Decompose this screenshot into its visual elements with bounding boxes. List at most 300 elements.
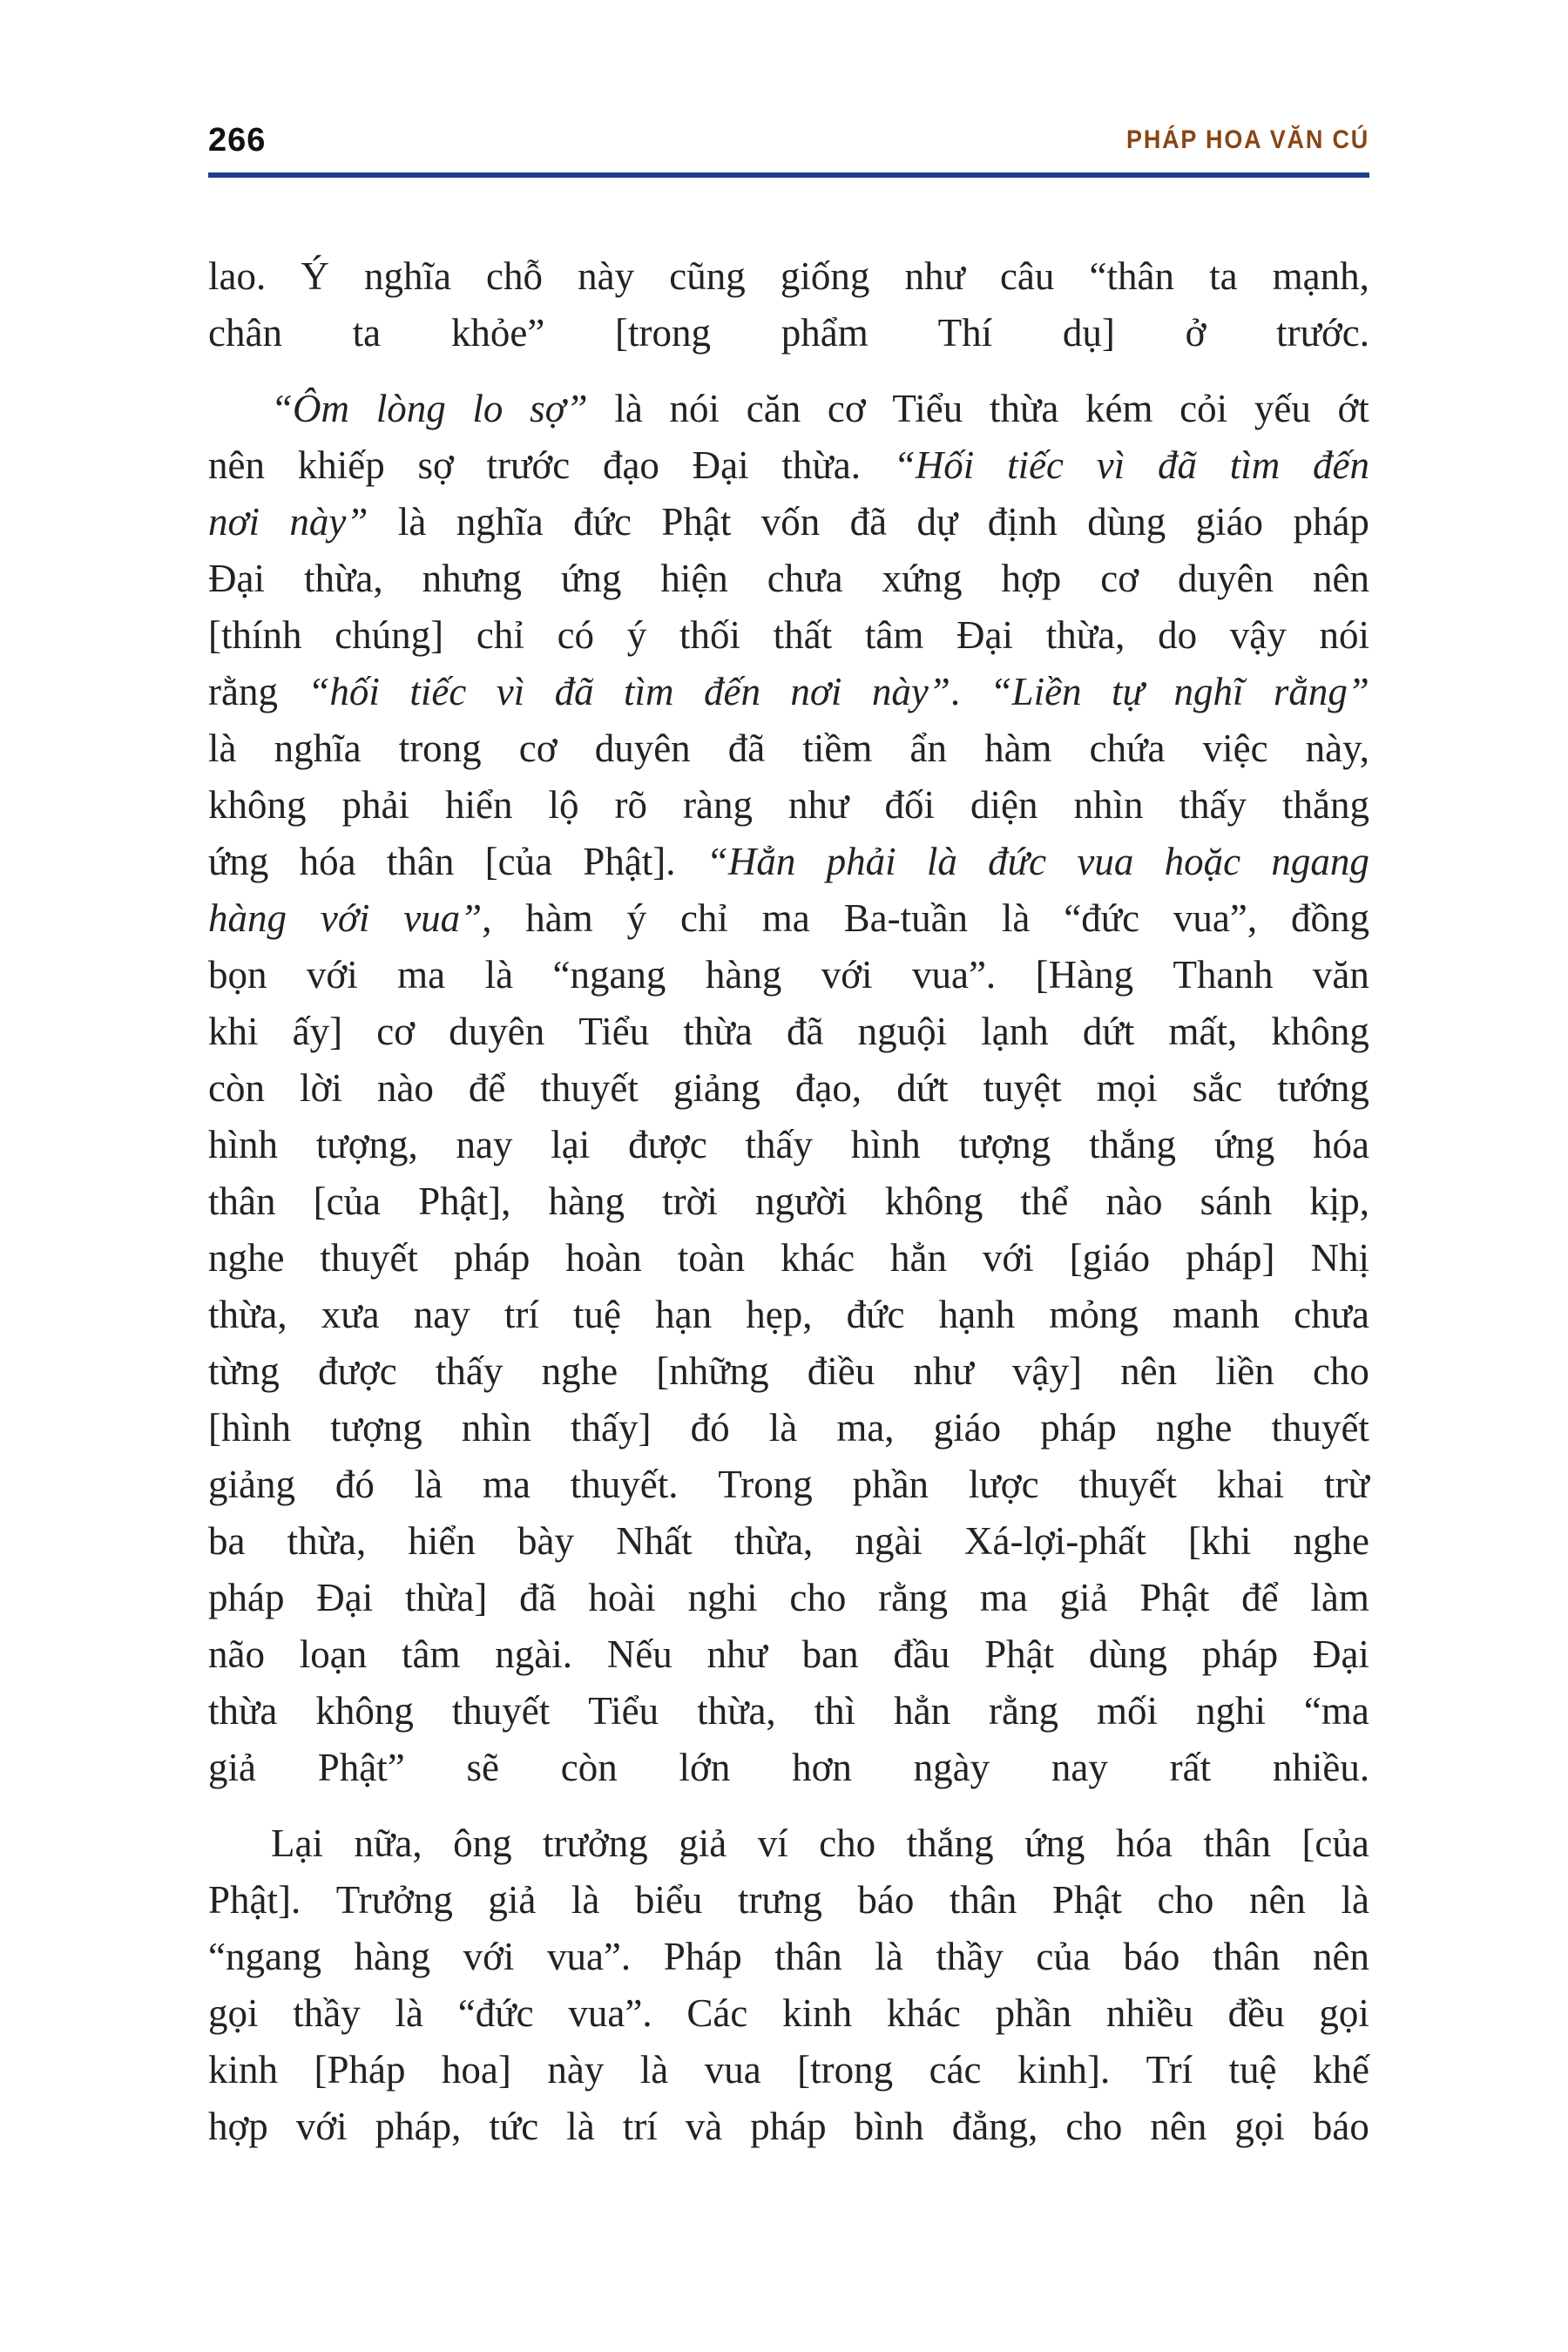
word <box>517 1513 574 1570</box>
italic-text: đã <box>1158 443 1197 487</box>
word <box>1313 1117 1369 1173</box>
word <box>1017 2042 1110 2099</box>
word <box>882 551 963 607</box>
text: [những <box>656 1349 769 1393</box>
word <box>1294 1287 1369 1343</box>
text: mất, <box>1168 1010 1238 1053</box>
text: chưa <box>1294 1293 1369 1336</box>
text: thì <box>814 1689 856 1733</box>
word <box>208 1626 265 1683</box>
word <box>1202 1626 1278 1683</box>
word <box>893 1626 950 1683</box>
text-line <box>208 1740 1369 1796</box>
text: [Hàng <box>1035 953 1134 997</box>
word <box>1052 1872 1122 1929</box>
word <box>304 551 383 607</box>
text: pháp <box>208 1576 285 1619</box>
text: Ý <box>301 254 329 298</box>
word <box>691 1400 730 1456</box>
word <box>330 1400 422 1456</box>
text: để <box>468 1066 506 1110</box>
word <box>683 1004 752 1060</box>
word <box>402 1626 460 1683</box>
word <box>321 1287 380 1343</box>
text: khế <box>1312 2048 1369 2092</box>
text: ngài. <box>495 1632 572 1676</box>
text: kém <box>1085 387 1153 430</box>
word <box>959 1117 1051 1173</box>
word <box>697 1683 776 1740</box>
word <box>1274 664 1369 720</box>
text: hơn <box>792 1746 852 1789</box>
text: trưng <box>737 1878 822 1922</box>
word <box>781 437 861 494</box>
text: lộ <box>548 783 579 827</box>
word <box>208 777 307 834</box>
word <box>662 1173 718 1230</box>
text: các <box>929 2048 982 2092</box>
word <box>855 1513 922 1570</box>
italic-text: phải <box>826 840 896 883</box>
text: ma <box>979 1576 1028 1619</box>
text: nay <box>1051 1746 1108 1789</box>
word <box>1293 494 1369 551</box>
word <box>462 1400 531 1456</box>
word <box>542 1343 618 1400</box>
text-line <box>208 1570 1369 1626</box>
word <box>1158 437 1197 494</box>
text: được <box>318 1349 397 1393</box>
text: Đại <box>316 1576 374 1619</box>
text: gọi <box>1319 1991 1369 2035</box>
word <box>375 2099 462 2155</box>
text: khác <box>886 1991 961 2035</box>
text: duyên <box>1178 557 1274 600</box>
text: tuyệt <box>983 1066 1062 1110</box>
word <box>1324 1456 1369 1513</box>
text: trừ <box>1324 1463 1369 1506</box>
italic-text: vì <box>496 670 525 713</box>
word <box>1002 890 1030 947</box>
text: không <box>315 1689 414 1733</box>
text: khác <box>781 1236 855 1280</box>
word <box>409 664 466 720</box>
text: chỉ <box>679 896 728 940</box>
text: [của <box>1301 1821 1369 1865</box>
text: [hình <box>208 1406 291 1450</box>
word <box>561 1746 618 1789</box>
italic-text: tìm <box>624 670 674 713</box>
text: nghe <box>1155 1406 1233 1450</box>
text: ta <box>1209 254 1238 298</box>
text: đầu <box>893 1632 950 1676</box>
text: hẳn <box>890 1236 947 1280</box>
text: căn <box>746 387 801 430</box>
italic-text: tiếc <box>409 670 467 713</box>
word <box>950 1872 1017 1929</box>
text: Tiểu <box>892 387 963 430</box>
text-line <box>208 2099 1369 2155</box>
word <box>300 1626 367 1683</box>
word <box>487 437 571 494</box>
text: nói <box>669 387 720 430</box>
italic-text: “Hẳn <box>706 840 796 883</box>
word <box>1196 1683 1266 1740</box>
text: hàm <box>984 727 1052 770</box>
word <box>488 1872 536 1929</box>
italic-text: nơi <box>208 500 260 544</box>
text-line <box>208 381 1369 437</box>
text-line <box>208 1287 1369 1343</box>
text: này <box>578 254 635 298</box>
text-line <box>208 1004 1369 1060</box>
text: không <box>1271 1010 1369 1053</box>
word <box>885 1173 983 1230</box>
text: sánh <box>1200 1179 1273 1223</box>
running-title: PHÁP HOA VĂN CÚ <box>1125 125 1369 154</box>
text: “ma <box>1303 1689 1369 1733</box>
word <box>988 494 1058 551</box>
paragraph <box>208 381 1369 1796</box>
text: hoàn <box>565 1236 642 1280</box>
text: cơ <box>827 387 866 430</box>
word <box>623 2099 658 2155</box>
text: Phật], <box>418 1179 511 1223</box>
text: thuyết <box>451 1689 551 1733</box>
text-line <box>208 1985 1369 2042</box>
word <box>1073 777 1143 834</box>
word <box>607 1626 672 1683</box>
word <box>678 1230 745 1287</box>
word <box>208 1570 284 1626</box>
text: đó <box>690 1406 730 1450</box>
text: Phật <box>984 1632 1055 1676</box>
text: mạnh, <box>1272 254 1369 298</box>
text-line <box>208 720 1369 777</box>
text: Ba-tuần <box>843 896 969 940</box>
text-line <box>208 551 1369 607</box>
word <box>571 1400 651 1456</box>
text: [trong <box>615 311 712 355</box>
word <box>858 1004 948 1060</box>
text: lược <box>968 1463 1039 1506</box>
text: giáo <box>933 1406 1002 1450</box>
word <box>453 1815 512 1872</box>
word <box>307 947 358 1004</box>
text-line <box>208 437 1369 494</box>
word <box>627 890 647 947</box>
text: ta <box>352 311 382 355</box>
word <box>728 720 765 777</box>
text: là <box>395 1991 424 2035</box>
text: thừa <box>208 1689 278 1733</box>
text: tâm <box>402 1632 461 1676</box>
text-line <box>208 2042 1369 2099</box>
text: hình <box>850 1123 921 1166</box>
text: xứng <box>882 557 963 600</box>
text: thừa <box>989 387 1059 430</box>
word <box>688 1570 758 1626</box>
word <box>456 494 544 551</box>
text: ẩn <box>909 727 947 770</box>
word <box>795 1060 862 1117</box>
word <box>1271 1400 1369 1456</box>
text: pháp <box>1293 500 1369 544</box>
word <box>445 777 512 834</box>
text: chứa <box>1089 727 1166 770</box>
word <box>1165 834 1240 890</box>
text: giả <box>679 1821 727 1865</box>
text: trước. <box>1276 311 1369 355</box>
text: lao. <box>208 254 267 298</box>
text: thuyết <box>540 1066 639 1110</box>
text: đã <box>727 727 766 770</box>
word <box>836 1400 894 1456</box>
text: điều <box>807 1349 875 1393</box>
text: tiềm <box>802 727 873 770</box>
text: báo <box>857 1878 915 1922</box>
text-line <box>208 1872 1369 1929</box>
word <box>1046 607 1125 664</box>
text: hạn <box>655 1293 713 1336</box>
word <box>782 1985 852 2042</box>
text: rằng <box>989 1689 1059 1733</box>
word <box>704 664 760 720</box>
word <box>485 947 513 1004</box>
word <box>1051 1746 1108 1789</box>
word <box>797 2042 893 2099</box>
text: với <box>306 953 358 997</box>
word <box>746 1287 812 1343</box>
text: để <box>1241 1576 1279 1619</box>
word <box>287 1513 367 1570</box>
word <box>850 494 887 551</box>
word <box>734 1513 814 1570</box>
text: hóa <box>299 840 356 883</box>
text: người <box>755 1179 848 1223</box>
word <box>952 2099 1038 2155</box>
text: thân <box>774 1935 842 1978</box>
word <box>1063 311 1115 355</box>
text: thân <box>386 840 455 883</box>
word <box>936 1929 1003 1985</box>
word <box>738 1872 822 1929</box>
word <box>656 1343 768 1400</box>
word <box>1319 1985 1369 2042</box>
text: thừa, <box>303 557 383 600</box>
text-line <box>208 1626 1369 1683</box>
word <box>939 1287 1015 1343</box>
word <box>1158 607 1197 664</box>
text-line <box>208 305 1369 362</box>
text: trong <box>398 727 482 770</box>
italic-text: lo <box>472 387 504 430</box>
header-rule <box>208 172 1369 178</box>
italic-text: hàng <box>208 896 287 940</box>
text: thuyết <box>1271 1406 1369 1450</box>
italic-text: vì <box>1096 443 1125 487</box>
text: thân <box>208 1179 276 1223</box>
word <box>1310 1230 1369 1287</box>
text: hiển <box>408 1519 476 1563</box>
word <box>896 1060 948 1117</box>
text: phần <box>995 1991 1072 2035</box>
text: là <box>484 953 514 997</box>
word <box>673 1060 760 1117</box>
text: là <box>875 1935 903 1978</box>
text: tượng <box>958 1123 1051 1166</box>
text: [thính <box>208 613 302 657</box>
word <box>519 720 558 777</box>
word <box>790 664 841 720</box>
paragraph <box>208 1815 1369 2155</box>
word <box>583 834 675 890</box>
text: ban <box>801 1632 859 1676</box>
text: nay <box>413 1293 470 1336</box>
text: thấy <box>745 1123 813 1166</box>
text-line <box>208 1513 1369 1570</box>
text: việc <box>1202 727 1268 770</box>
italic-text: nơi <box>790 670 842 713</box>
text: cho <box>819 1821 876 1865</box>
text: lạnh <box>981 1010 1049 1053</box>
word <box>1024 1815 1085 1872</box>
word <box>1313 1626 1369 1683</box>
text-line <box>208 834 1369 890</box>
text: thừa, <box>1045 613 1125 657</box>
text: đạo <box>602 443 659 487</box>
word <box>1146 2042 1193 2099</box>
text: ma <box>482 1463 531 1506</box>
text: trí <box>622 2105 658 2148</box>
text: hiện <box>660 557 728 600</box>
word <box>1338 381 1369 437</box>
word <box>1097 1060 1158 1117</box>
italic-text: “Hối <box>893 443 975 487</box>
text: sợ <box>417 443 454 487</box>
text: ấy] <box>292 1010 343 1053</box>
word <box>983 1230 1034 1287</box>
text: , <box>482 896 492 940</box>
word <box>472 381 503 437</box>
word <box>469 1060 505 1117</box>
word <box>1097 1683 1158 1740</box>
word <box>208 2042 278 2099</box>
word <box>271 381 349 437</box>
text: kinh]. <box>1017 2048 1111 2092</box>
word <box>1078 1456 1176 1513</box>
text: ý <box>626 613 647 657</box>
text: với <box>295 2105 348 2148</box>
text: thể <box>1020 1179 1069 1223</box>
word <box>615 777 648 834</box>
italic-text: đến <box>703 670 760 713</box>
word <box>495 1626 572 1683</box>
text: manh <box>1172 1293 1260 1336</box>
word <box>1179 777 1247 834</box>
word <box>296 2099 348 2155</box>
word <box>318 1746 405 1789</box>
text: là <box>208 727 237 770</box>
text: cũng <box>669 254 746 298</box>
text: vậy] <box>1012 1349 1082 1393</box>
text: ứng <box>1213 1123 1275 1166</box>
word <box>787 1004 823 1060</box>
word <box>308 664 380 720</box>
word <box>208 1985 259 2042</box>
word <box>844 890 968 947</box>
text: “ngang <box>552 953 666 997</box>
word <box>1313 2042 1369 2099</box>
word <box>1065 2099 1122 2155</box>
text: thấy <box>1179 783 1247 827</box>
text: đó <box>335 1463 375 1506</box>
text: Tiểu <box>578 1010 650 1053</box>
word <box>208 437 265 494</box>
word <box>1049 1287 1139 1343</box>
text: “thân <box>1089 254 1174 298</box>
word <box>1170 1746 1211 1789</box>
italic-text: hoặc <box>1164 840 1241 883</box>
text: giống <box>780 254 870 298</box>
word <box>1150 2099 1206 2155</box>
text: rõ <box>614 783 648 827</box>
word <box>530 381 588 437</box>
text: kinh <box>208 2048 279 2092</box>
word <box>316 1117 418 1173</box>
word <box>988 834 1046 890</box>
word <box>476 607 524 664</box>
word <box>1203 1815 1270 1872</box>
text: hàm <box>525 896 593 940</box>
body-text <box>208 248 1369 2174</box>
word <box>1173 1287 1260 1343</box>
word <box>588 1683 659 1740</box>
word <box>614 381 642 437</box>
text: cơ <box>376 1010 416 1053</box>
text: hàng <box>354 1935 430 1978</box>
word <box>398 494 426 551</box>
word <box>1276 311 1369 355</box>
word <box>208 1400 291 1456</box>
italic-text: tự <box>1111 670 1145 713</box>
italic-text: vua” <box>403 896 483 940</box>
text: pháp <box>750 2105 827 2148</box>
text: nhiều. <box>1272 1746 1370 1789</box>
text: vốn <box>760 500 821 544</box>
text: tượng, <box>315 1123 418 1166</box>
text: [của <box>313 1179 382 1223</box>
word <box>555 664 594 720</box>
text: hợp <box>1001 557 1062 600</box>
word <box>1083 1004 1134 1060</box>
text-line <box>208 890 1369 947</box>
word <box>417 437 453 494</box>
text: đẳng, <box>951 2105 1038 2148</box>
word <box>872 664 960 720</box>
word <box>706 834 796 890</box>
text: phẩm <box>781 311 868 355</box>
word <box>300 1060 342 1117</box>
text: Thí <box>937 311 993 355</box>
text: Trong <box>718 1463 813 1506</box>
word <box>853 1456 929 1513</box>
text: giả <box>208 1746 256 1789</box>
text: ý <box>626 896 647 940</box>
word <box>293 1985 360 2042</box>
text: giáo <box>1195 500 1264 544</box>
text: thuyết <box>1078 1463 1177 1506</box>
